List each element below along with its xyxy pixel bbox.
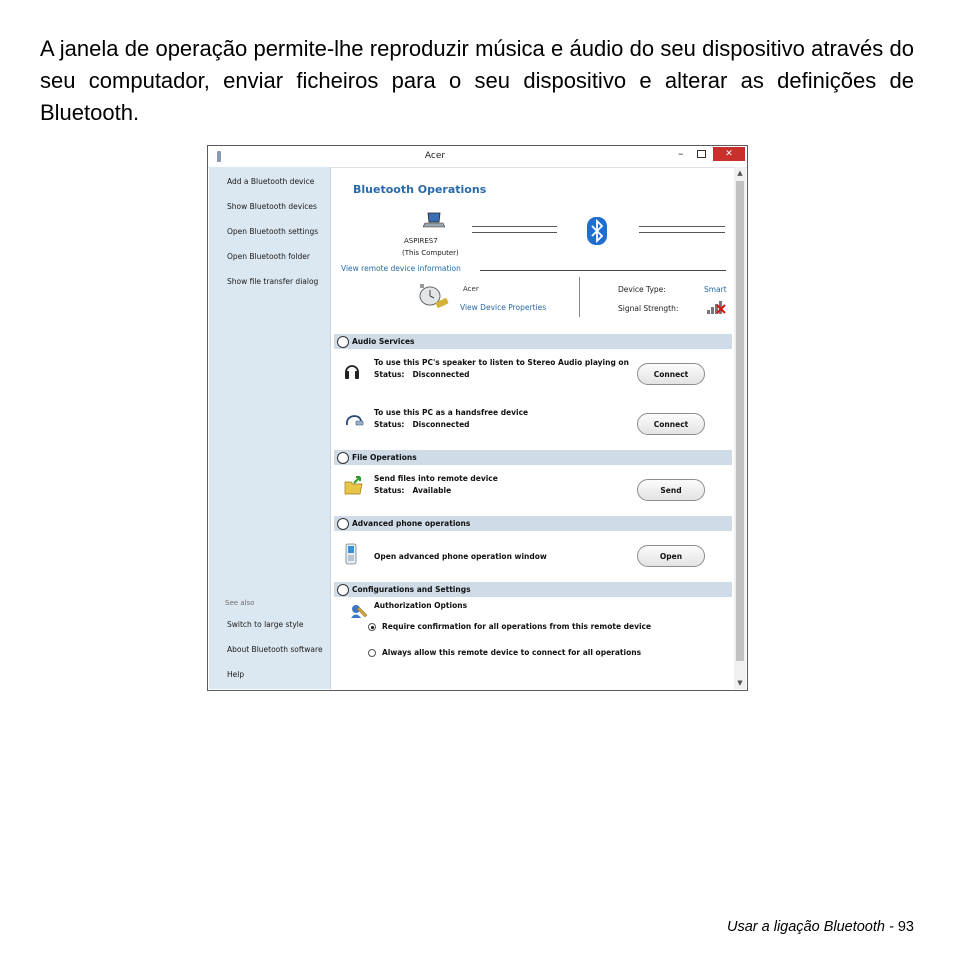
device-type-label: Device Type:	[618, 285, 666, 294]
collapse-phone-button[interactable]	[337, 518, 349, 530]
authorization-icon	[349, 602, 369, 620]
send-files-status	[374, 486, 451, 495]
window-title: Acer	[424, 151, 446, 161]
radio-always-allow[interactable]	[368, 649, 376, 657]
send-button[interactable]: Send	[637, 479, 705, 501]
minimize-button[interactable]: –	[678, 147, 684, 160]
intro-paragraph: A janela de operação permite-lhe reproduzir música e áudio do seu dispositivo através do seu computador, enviar ficheiros para o seu dispositivo e alterar as definições de Bluetooth.	[40, 36, 914, 125]
sidebar-item-help[interactable]: Help	[227, 670, 245, 679]
audio-stereo-status	[374, 370, 470, 379]
collapse-config-button[interactable]	[337, 584, 349, 596]
sidebar-item-add-device[interactable]: Add a Bluetooth device	[227, 177, 315, 186]
signal-strength-icon	[706, 299, 726, 315]
vertical-scrollbar[interactable]	[734, 167, 746, 689]
maximize-button[interactable]	[697, 150, 706, 158]
headphones-icon	[344, 361, 360, 381]
vertical-divider	[579, 277, 580, 317]
option-require-confirmation[interactable]: Require confirmation for all operations from this remote device	[382, 622, 652, 631]
send-files-icon	[344, 475, 364, 495]
signal-strength-label: Signal Strength:	[618, 304, 679, 313]
phone-icon	[344, 543, 358, 565]
bluetooth-window	[207, 145, 748, 691]
option-always-allow[interactable]: Always allow this remote device to connect for all operations	[382, 648, 642, 657]
device-icon	[416, 280, 450, 310]
collapse-audio-button[interactable]	[337, 336, 349, 348]
section-title: File Operations	[352, 453, 417, 462]
connection-line	[639, 232, 725, 233]
section-title: Advanced phone operations	[352, 519, 471, 528]
send-files-title: Send files into remote device	[374, 474, 498, 483]
status-value: Available	[412, 486, 452, 495]
section-advanced-phone	[334, 516, 732, 531]
section-configurations	[334, 582, 732, 597]
audio-handsfree-title: To use this PC as a handsfree device	[374, 408, 529, 417]
status-label: Status:	[374, 420, 405, 429]
page-title: Bluetooth Operations	[353, 183, 487, 196]
computer-name: ASPIRES7	[404, 237, 438, 245]
sidebar	[209, 167, 331, 689]
scroll-down-arrow[interactable]: ▼	[737, 679, 743, 687]
divider	[480, 270, 726, 271]
sidebar-item-file-transfer[interactable]: Show file transfer dialog	[227, 277, 319, 286]
connect-stereo-button[interactable]: Connect	[637, 363, 705, 385]
status-label: Status:	[374, 370, 405, 379]
view-device-properties-link[interactable]: View Device Properties	[460, 303, 547, 312]
section-audio-services	[334, 334, 732, 349]
device-name: Acer	[463, 285, 479, 293]
sidebar-item-show-devices[interactable]: Show Bluetooth devices	[227, 202, 317, 211]
footer-text: Usar a ligação Bluetooth -	[726, 919, 898, 935]
collapse-file-button[interactable]	[337, 452, 349, 464]
device-type-value: Smart	[704, 285, 727, 294]
view-remote-device-link[interactable]: View remote device information	[341, 264, 461, 273]
sidebar-item-large-style[interactable]: Switch to large style	[227, 620, 304, 629]
connection-line	[639, 226, 725, 227]
page-number: 93	[897, 919, 914, 935]
title-bar	[208, 146, 747, 168]
close-button[interactable]: ✕	[713, 147, 745, 161]
status-label: Status:	[374, 486, 405, 495]
radio-require-confirmation[interactable]	[368, 623, 376, 631]
section-file-operations	[334, 450, 732, 465]
open-button[interactable]: Open	[637, 545, 705, 567]
section-title: Configurations and Settings	[352, 585, 471, 594]
sidebar-item-about[interactable]: About Bluetooth software	[227, 645, 323, 654]
scroll-up-arrow[interactable]: ▲	[737, 169, 743, 177]
headset-icon	[344, 413, 364, 427]
status-value: Disconnected	[412, 420, 470, 429]
sidebar-item-open-folder[interactable]: Open Bluetooth folder	[227, 252, 310, 261]
laptop-icon	[423, 212, 445, 228]
connection-line	[472, 226, 557, 227]
bluetooth-icon	[587, 217, 607, 245]
section-title: Audio Services	[352, 337, 415, 346]
sidebar-item-open-settings[interactable]: Open Bluetooth settings	[227, 227, 319, 236]
scrollbar-thumb[interactable]	[736, 181, 744, 661]
phone-operation-title: Open advanced phone operation window	[374, 552, 547, 561]
computer-subtitle: (This Computer)	[402, 249, 459, 257]
audio-handsfree-status	[374, 420, 470, 429]
audio-stereo-title: To use this PC's speaker to listen to Stereo Audio playing on	[374, 358, 629, 367]
connection-line	[472, 232, 557, 233]
connect-handsfree-button[interactable]: Connect	[637, 413, 705, 435]
authorization-title: Authorization Options	[374, 601, 468, 610]
see-also-label: See also	[225, 599, 255, 607]
page-footer	[727, 919, 914, 935]
main-panel	[331, 167, 734, 689]
status-value: Disconnected	[412, 370, 470, 379]
